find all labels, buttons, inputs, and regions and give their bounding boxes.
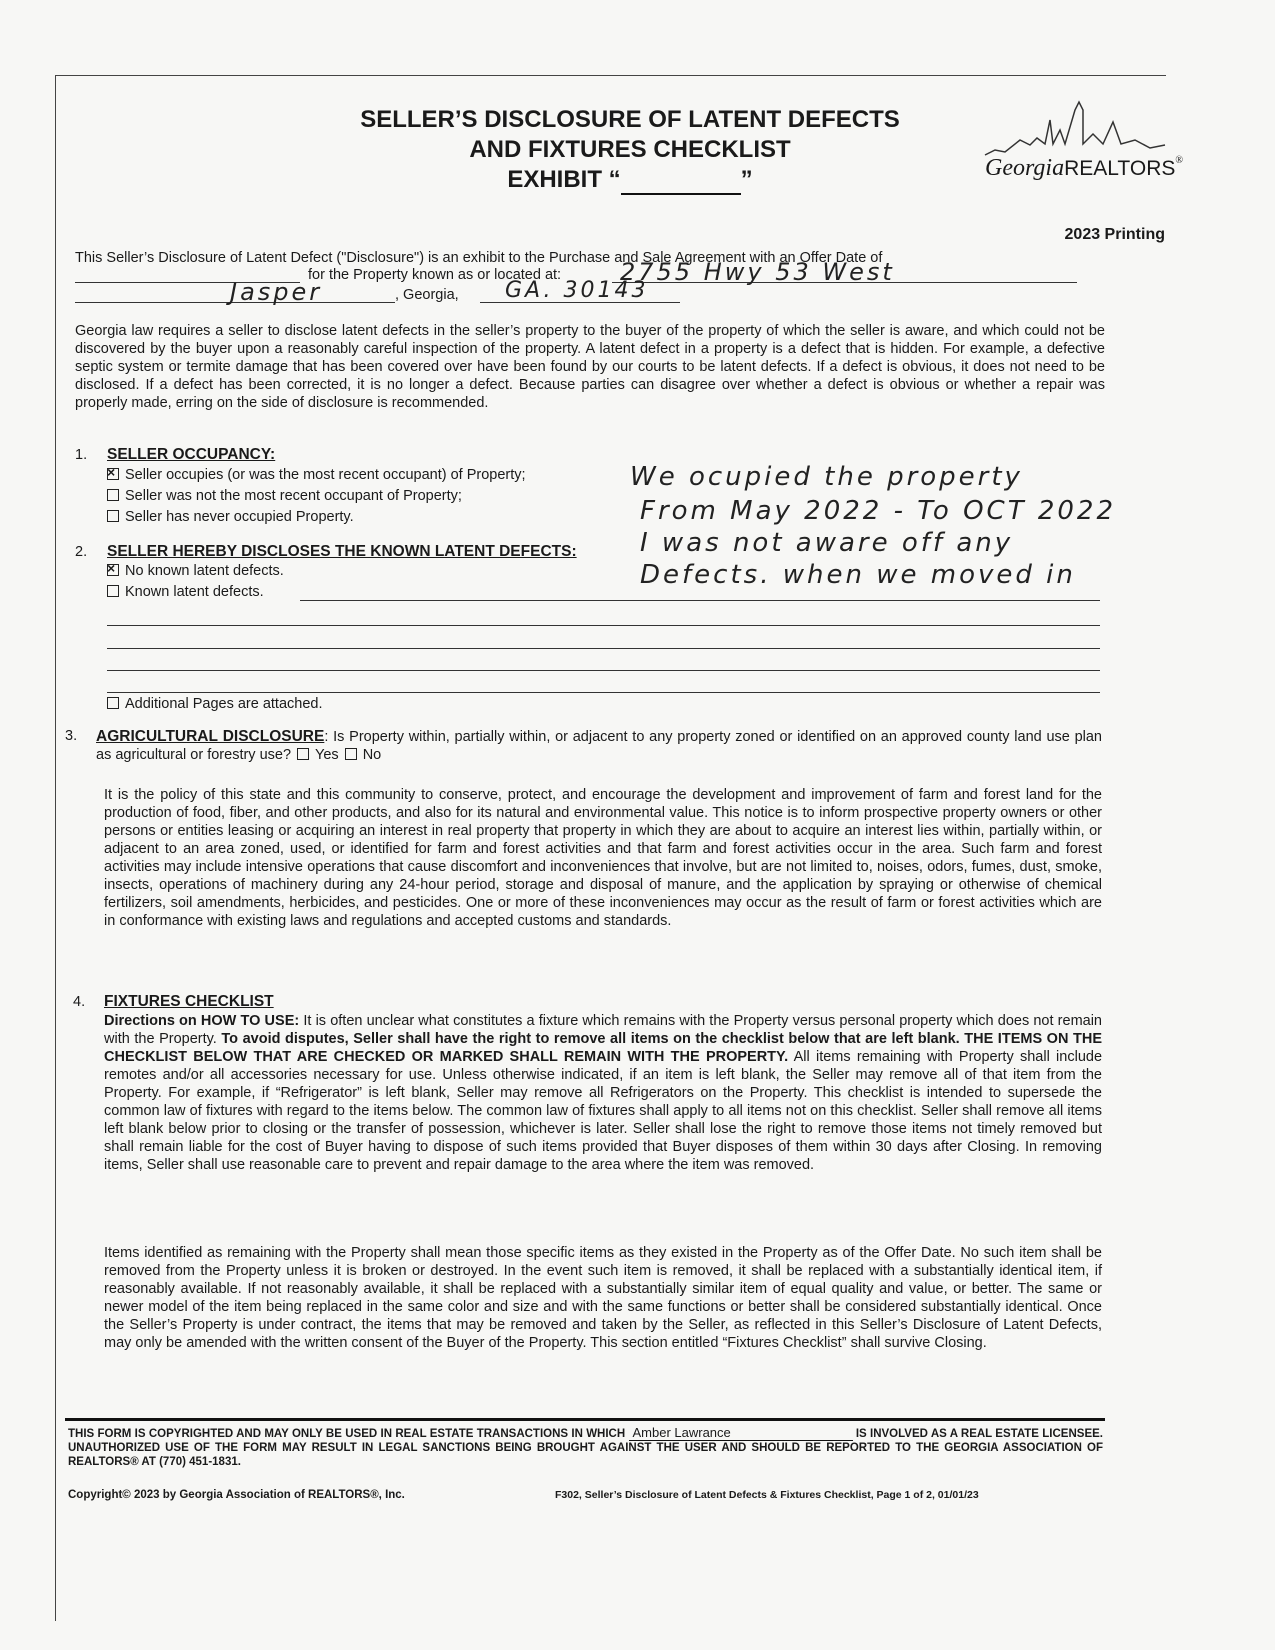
handwritten-zip: GA. 30143: [505, 278, 649, 303]
document-title: [300, 105, 960, 195]
property-label: for the Property known as or located at:: [308, 267, 562, 283]
defects-option-known[interactable]: Known latent defects.: [107, 584, 264, 600]
defects-line-1[interactable]: [300, 600, 1100, 601]
title-line-2: AND FIXTURES CHECKLIST: [469, 136, 791, 163]
copyright-line: Copyright© 2023 by Georgia Association of REALTORS®, Inc.: [68, 1489, 405, 1501]
defects-option-none[interactable]: ×No known latent defects.: [107, 563, 284, 579]
no-checkbox[interactable]: [345, 748, 357, 760]
occupancy-option-3[interactable]: Seller has never occupied Property.: [107, 509, 354, 525]
agricultural-policy: It is the policy of this state and this community to conserve, protect, and encourage the development and improvement of farm and forest land for the production of food, fiber, and other products, and also for its natural and environmental value. This notice is to inform prospective property owners or other persons or entities leasing or acquiring an interest in real property that property in which they are about to acquire an interest lies within, partially within, or adjacent to an area zoned, used, or identified for farm and forest activities and that farm and forest activities occur in the area. Such farm and forest activities may include intensive operations that cause discomfort and inconveniences that involve, but are not limited to, noises, odors, fumes, dust, smoke, insects, operations of machinery during any 24-hour period, storage and disposal of manure, and the application by spraying or otherwise of chemical fertilizers, soil amendments, herbicides, and pesticides. One or more of these inconveniences may occur as the result of farm or forest activities which are in conformance with existing laws and regulations and accepted customs and standards.: [104, 787, 1102, 929]
handwritten-defects-note-2: Defects. when we moved in: [640, 560, 1076, 590]
checkbox-checked[interactable]: [107, 468, 119, 480]
georgia-label: , Georgia,: [395, 287, 459, 303]
law-paragraph: Georgia law requires a seller to disclose latent defects in the seller’s property to the buyer of the property of which the seller is aware, and which could not be discovered by the buyer upon a reasonably careful inspection of the property. A latent defect in a property is a defect that is hidden. For example, a defective septic system or termite damage that has been covered over have been found by our courts to be latent defects. If a defect is obvious, it does not need to be disclosed. If a defect has been corrected, it is no longer a defect. Because parties can disagree over whether a defect is obvious or whether a repair was properly made, erring on the side of disclosure is recommended.: [75, 323, 1105, 411]
section-2-heading: SELLER HEREBY DISCLOSES THE KNOWN LATENT DEFECTS:: [107, 543, 577, 560]
occupancy-option-1[interactable]: ×Seller occupies (or was the most recent occupant) of Property;: [107, 467, 526, 483]
georgia-realtors-logo-text: GeorgiaREALTORS®: [985, 155, 1183, 181]
yes-checkbox[interactable]: [297, 748, 309, 760]
defects-line-2[interactable]: [107, 625, 1100, 626]
handwritten-defects-note-1: I was not aware off any: [640, 528, 1014, 558]
checkbox[interactable]: [107, 510, 119, 522]
form-identifier: F302, Seller’s Disclosure of Latent Defects & Fixtures Checklist, Page 1 of 2, 01/01/23: [555, 1489, 979, 1501]
section-3-number: 3.: [65, 728, 78, 744]
printing-year: 2023 Printing: [1064, 226, 1165, 243]
checkbox[interactable]: [107, 697, 119, 709]
footer-rule: [65, 1418, 1105, 1421]
checkbox-checked[interactable]: [107, 564, 119, 576]
title-line-3: EXHIBIT “ ”: [507, 166, 753, 193]
defects-line-4[interactable]: [107, 670, 1100, 671]
section-4-heading: FIXTURES CHECKLIST: [104, 993, 274, 1010]
exhibit-blank[interactable]: [621, 171, 741, 195]
checkbox[interactable]: [107, 489, 119, 501]
agricultural-question: AGRICULTURAL DISCLOSURE: Is Property within, partially within, or adjacent to any property zoned or identified on an approved county land use plan as agricultural or forestry use? Yes No: [96, 728, 1102, 763]
intro-line-1: This Seller’s Disclosure of Latent Defect ("Disclosure") is an exhibit to the Purchase and Sale Agreement with an Offer Date of: [75, 250, 883, 266]
occupancy-option-2[interactable]: Seller was not the most recent occupant of Property;: [107, 488, 462, 504]
fixtures-directions: Directions on HOW TO USE: It is often unclear what constitutes a fixture which remains with the Property versus personal property which does not remain with the Property. To avoid disputes, Seller shall have the right to remove all items on the checklist below that are left blank. THE ITEMS ON THE CHECKLIST BELOW THAT ARE CHECKED OR MARKED SHALL REMAIN WITH THE PROPERTY. All items remaining with Property shall include remotes and/or all accessories necessary for use. Unless otherwise indicated, if an item is left blank, the Seller may remove all of that item from the Property. For example, if “Refrigerator” is left blank, Seller may remove all Refrigerators on the Property. This checklist is intended to supersede the common law of fixtures with regard to the items below. The common law of fixtures shall apply to all items not on this checklist. Seller shall remove all items left blank below prior to closing or the transfer of possession, whichever is later. Seller shall lose the right to remove those items not timely removed but shall remain liable for the cost of Buyer having to dispose of such items provided that Buyer disposes of them within 30 days after Closing. In removing items, Seller shall use reasonable care to prevent and repair damage to the area where the item was removed.: [104, 1013, 1103, 1173]
section-1-number: 1.: [75, 447, 88, 463]
fixtures-items-paragraph: Items identified as remaining with the Property shall mean those specific items as they existed in the Property as of the Offer Date. No such item shall be removed from the Property unless it is broken or destroyed. In the event such item is removed, it shall be replaced with a substantially identical item, if reasonably available. If not reasonably available, it shall be replaced with a substantially similar item of equal quality and value, or better. The same or newer model of the item being replaced in the same color and size and with the same functions or better shall be considered substantially identical. Once the Seller’s Property is under contract, the items that may be removed and taken by the Seller, as reflected in this Seller’s Disclosure of Latent Defects, may only be amended with the written consent of the Buyer of the Property. This section entitled “Fixtures Checklist” shall survive Closing.: [104, 1245, 1102, 1351]
section-2-number: 2.: [75, 544, 88, 560]
defects-line-3[interactable]: [107, 648, 1100, 649]
defects-line-5[interactable]: [107, 692, 1100, 693]
section-4-number: 4.: [73, 994, 86, 1010]
title-line-1: SELLER’S DISCLOSURE OF LATENT DEFECTS: [360, 106, 900, 133]
section-1-heading: SELLER OCCUPANCY:: [107, 446, 276, 463]
handwritten-occupancy-note-2: From May 2022 - To OCT 2022: [640, 496, 1117, 526]
handwritten-occupancy-note-1: We ocupied the property: [630, 462, 1023, 492]
additional-pages-option[interactable]: Additional Pages are attached.: [107, 696, 323, 712]
handwritten-city: Jasper: [230, 278, 323, 306]
copyright-notice: THIS FORM IS COPYRIGHTED AND MAY ONLY BE USED IN REAL ESTATE TRANSACTIONS IN WHICH Amber Lawrance IS INVOLVED AS A REAL ESTATE LICENSEE. UNAUTHORIZED USE OF THE FORM MAY RESULT IN LEGAL SANCTIONS BEING BROUGHT AGAINST THE USER AND SHOULD BE REPORTED TO THE GEORGIA ASSOCIATION OF REALTORS® AT (770) 451-1831.: [68, 1425, 1103, 1468]
checkbox[interactable]: [107, 585, 119, 597]
handwritten-address: 2755 Hwy 53 West: [620, 258, 895, 286]
licensee-name: Amber Lawrance: [629, 1426, 853, 1441]
